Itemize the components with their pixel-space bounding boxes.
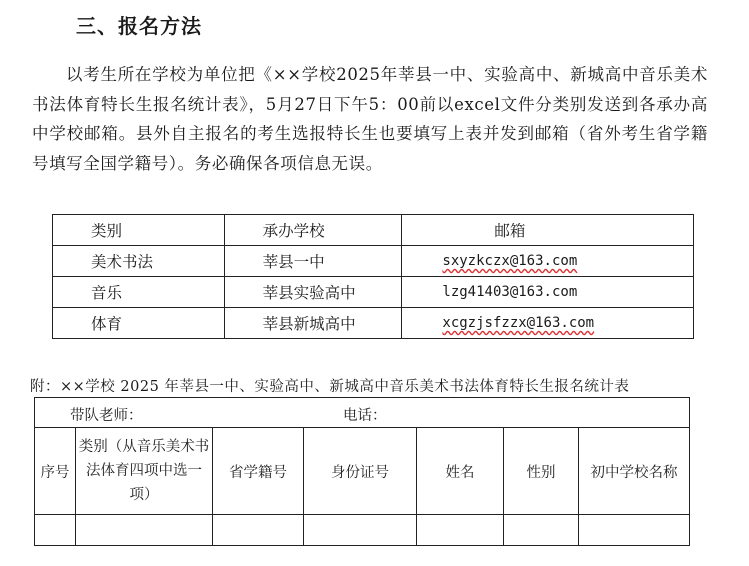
table-row xyxy=(35,515,690,546)
contact-table-header xyxy=(53,215,694,246)
col-name: 姓名 xyxy=(417,428,504,515)
row-category: 体育 xyxy=(53,308,225,339)
contact-table xyxy=(52,214,694,339)
row-email: lzg41403@163.com xyxy=(442,284,578,300)
col-number: 序号 xyxy=(35,428,76,515)
instructions-paragraph: 以考生所在学校为单位把《××学校2025年莘县一中、实验高中、新城高中音乐美术书法体育特长生报名统计表》，5月27日下午5：00前以excel文件分类别发送到各承办高中学校邮箱。县外自主报名的考生选报特长生也要填写上表并发到邮箱（省外考生省学籍号填写全国学籍号）。务必确保各项信息无误。 xyxy=(32,65,708,173)
col-category: 类别（从音乐美术书法体育四项中选一项） xyxy=(76,428,213,515)
table-row xyxy=(53,308,694,339)
col-middle-school: 初中学校名称 xyxy=(579,428,690,515)
row-school: 莘县一中 xyxy=(224,246,402,277)
row-school: 莘县实验高中 xyxy=(224,277,402,308)
header-email: 邮箱 xyxy=(402,215,694,246)
teacher-label: 带队老师： xyxy=(70,408,143,424)
form-header-row xyxy=(35,428,690,515)
section-title: 三、报名方法 xyxy=(76,14,202,38)
row-category: 美术书法 xyxy=(53,246,225,277)
row-school: 莘县新城高中 xyxy=(224,308,402,339)
row-category: 音乐 xyxy=(53,277,225,308)
col-id-card: 身份证号 xyxy=(304,428,417,515)
col-student-id: 省学籍号 xyxy=(213,428,304,515)
row-email: xcgzjsfzzx@163.com xyxy=(442,315,595,331)
table-row xyxy=(53,246,694,277)
header-school: 承办学校 xyxy=(224,215,402,246)
row-email: sxyzkczx@163.com xyxy=(442,253,578,269)
header-category: 类别 xyxy=(53,215,225,246)
table-row xyxy=(53,277,694,308)
phone-label: 电话： xyxy=(343,408,387,424)
attachment-title: 附：××学校 2025 年莘县一中、实验高中、新城高中音乐美术书法体育特长生报名统计表 xyxy=(30,379,630,395)
col-gender: 性别 xyxy=(504,428,579,515)
